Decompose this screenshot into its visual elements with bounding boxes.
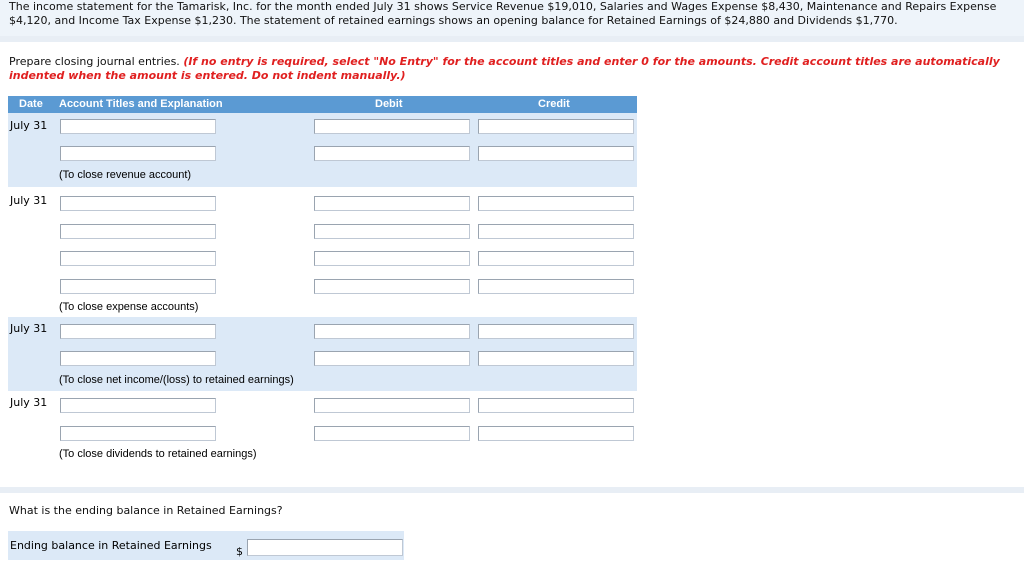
debit-input[interactable] — [314, 196, 470, 211]
debit-input[interactable] — [314, 279, 470, 294]
account-title-input[interactable] — [60, 398, 216, 413]
entry-date: July 31 — [10, 322, 48, 335]
entry-date: July 31 — [10, 396, 48, 409]
debit-input[interactable] — [314, 146, 470, 161]
table-header — [8, 96, 637, 113]
section-divider — [0, 487, 1024, 493]
credit-input[interactable] — [478, 351, 634, 366]
debit-input[interactable] — [314, 224, 470, 239]
credit-input[interactable] — [478, 279, 634, 294]
credit-input[interactable] — [478, 146, 634, 161]
ending-balance-row — [8, 531, 404, 560]
entry-explanation: (To close expense accounts) — [59, 301, 199, 313]
credit-input[interactable] — [478, 251, 634, 266]
debit-input[interactable] — [314, 351, 470, 366]
instructions-lead: Prepare closing journal entries. — [9, 55, 184, 68]
instructions-note: (If no entry is required, select "No Entry" for the account titles and enter 0 for the amounts. Credit account titles are automatically indented when the amount is entered. Do not indent manually.) — [9, 55, 1000, 82]
entry-close-dividends — [8, 391, 637, 465]
entry-explanation: (To close dividends to retained earnings) — [59, 448, 257, 460]
debit-input[interactable] — [314, 251, 470, 266]
account-title-input[interactable] — [60, 426, 216, 441]
account-title-input[interactable] — [60, 224, 216, 239]
account-title-input[interactable] — [60, 324, 216, 339]
section-divider — [0, 36, 1024, 42]
credit-input[interactable] — [478, 398, 634, 413]
account-title-input[interactable] — [60, 251, 216, 266]
header-credit: Credit — [538, 98, 570, 110]
currency-symbol: $ — [236, 545, 243, 558]
header-date: Date — [19, 98, 43, 110]
entry-date: July 31 — [10, 119, 48, 132]
credit-input[interactable] — [478, 324, 634, 339]
debit-input[interactable] — [314, 426, 470, 441]
problem-text: The income statement for the Tamarisk, Inc. for the month ended July 31 shows Service Revenue $19,010, Salaries and Wages Expense $8,430, Maintenance and Repairs Expense $4,120, and Income Tax Expense $1,230. The statement of retained earnings shows an opening balance for Retained Earnings of $24,880 and Dividends $1,770. — [9, 0, 997, 27]
header-account: Account Titles and Explanation — [59, 98, 223, 110]
credit-input[interactable] — [478, 119, 634, 134]
account-title-input[interactable] — [60, 279, 216, 294]
entry-close-net-income — [8, 317, 637, 391]
account-title-input[interactable] — [60, 351, 216, 366]
account-title-input[interactable] — [60, 146, 216, 161]
debit-input[interactable] — [314, 119, 470, 134]
entry-close-expenses — [8, 187, 637, 317]
problem-statement-panel — [0, 0, 1024, 36]
entry-close-revenue — [8, 113, 637, 187]
debit-input[interactable] — [314, 324, 470, 339]
entry-date: July 31 — [10, 194, 48, 207]
credit-input[interactable] — [478, 426, 634, 441]
entry-explanation: (To close revenue account) — [59, 169, 192, 181]
instructions — [9, 55, 1009, 83]
ending-balance-input[interactable] — [247, 539, 403, 556]
credit-input[interactable] — [478, 224, 634, 239]
journal-entry-table — [8, 96, 637, 465]
entry-explanation: (To close net income/(loss) to retained earnings) — [59, 374, 294, 386]
header-debit: Debit — [375, 98, 403, 110]
ending-balance-label: Ending balance in Retained Earnings — [10, 539, 212, 552]
account-title-input[interactable] — [60, 196, 216, 211]
account-title-input[interactable] — [60, 119, 216, 134]
question-text: What is the ending balance in Retained Earnings? — [9, 504, 283, 517]
debit-input[interactable] — [314, 398, 470, 413]
credit-input[interactable] — [478, 196, 634, 211]
